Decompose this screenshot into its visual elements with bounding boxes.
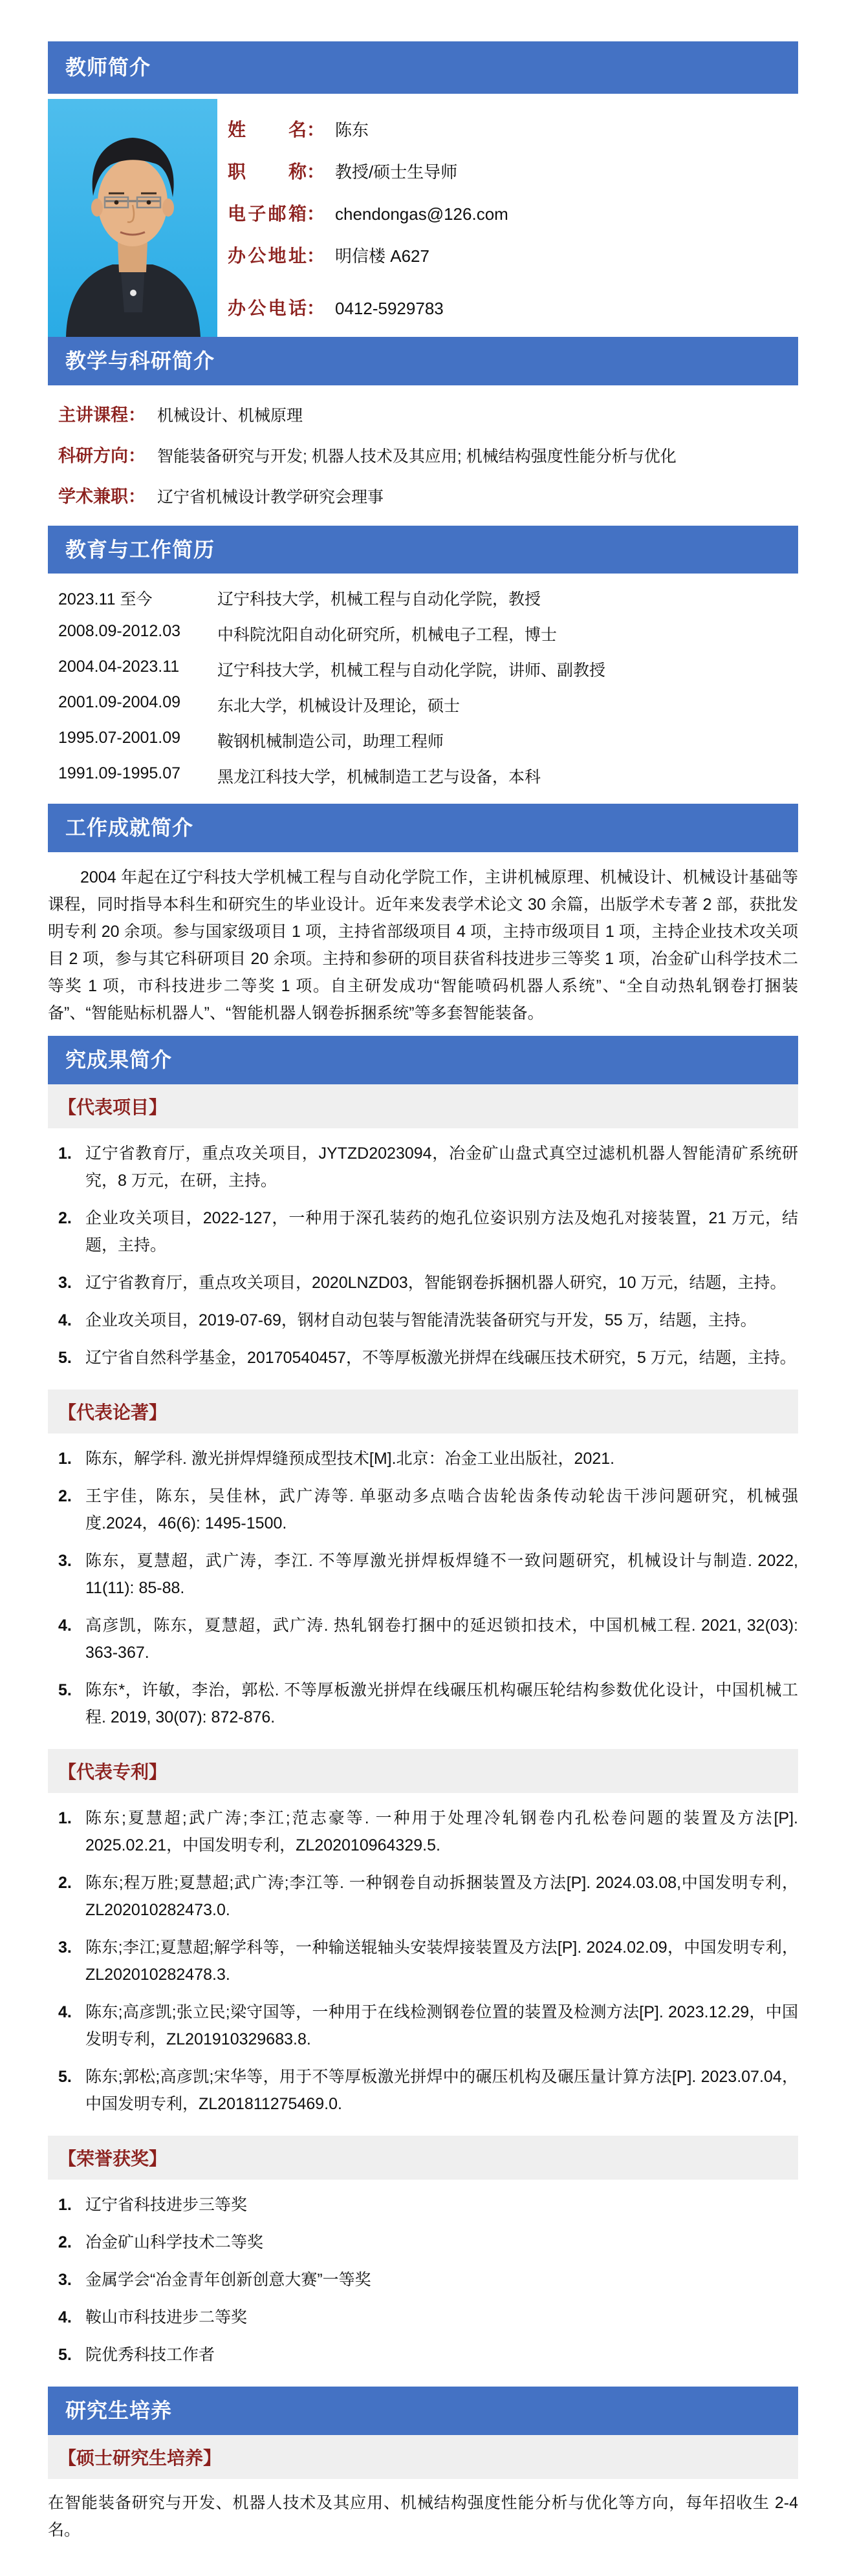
list-item — [48, 1805, 798, 1859]
field-phone — [228, 294, 798, 320]
timeline-period: 2023.11 至今 — [58, 590, 153, 609]
subsection-projects-heading: 【代表项目】 — [48, 1084, 798, 1128]
list-item-number: 1. — [58, 2195, 72, 2214]
list-item-text: 高彦凯，陈东，夏慧超，武广涛. 热轧钢卷打捆中的延迟锁扣技术，中国机械工程. 2021, 32(03): 363-367. — [85, 1616, 798, 1662]
list-item-number: 5. — [58, 2345, 72, 2364]
timeline-row — [48, 693, 798, 716]
list-item — [48, 2063, 798, 2118]
list-item-text: 辽宁省科技进步三等奖 — [85, 2195, 248, 2214]
row-courses — [48, 401, 798, 426]
timeline-detail: 辽宁科技大学，机械工程与自动化学院，教授 — [217, 590, 541, 609]
list-item — [48, 1140, 798, 1194]
list-item — [48, 1677, 798, 1731]
list-item-number: 5. — [58, 1348, 72, 1367]
list-item-number: 2. — [58, 1873, 72, 1892]
list-item-text: 金属学会“冶金青年创新创意大赛”一等奖 — [85, 2270, 371, 2289]
list-item — [48, 2266, 798, 2293]
list-item-text: 鞍山市科技进步二等奖 — [85, 2308, 248, 2326]
row-courses-value: 机械设计、机械原理 — [157, 406, 303, 425]
list-item — [48, 1547, 798, 1602]
row-research-direction-label — [58, 442, 146, 467]
timeline-row — [48, 622, 798, 645]
list-item-number: 1. — [58, 1144, 72, 1163]
list-item — [48, 2191, 798, 2218]
list-item-text: 陈东，解学科. 激光拼焊焊缝预成型技术[M].北京：冶金工业出版社，2021. — [85, 1449, 615, 1468]
section-header-graduate-training: 研究生培养 — [48, 2387, 798, 2435]
row-academic-posts-colon: ： — [128, 486, 146, 506]
subsection-publications-heading: 【代表论著】 — [48, 1390, 798, 1433]
field-name-colon: ： — [307, 119, 325, 140]
list-item-number: 4. — [58, 2002, 72, 2021]
field-office-label: 办公地址 — [228, 245, 307, 266]
list-item — [48, 1344, 798, 1371]
list-item-number: 2. — [58, 1487, 72, 1505]
list-item-number: 2. — [58, 2233, 72, 2251]
profile-fields — [217, 99, 798, 337]
row-academic-posts-label-text: 学术兼职 — [58, 486, 128, 506]
field-title — [228, 158, 798, 184]
list-item-number: 5. — [58, 2067, 72, 2086]
timeline-period: 1995.07-2001.09 — [58, 729, 181, 747]
work-achievements-paragraph: 2004 年起在辽宁科技大学机械工程与自动化学院工作，主讲机械原理、机械设计、机械设计基础等课程，同时指导本科生和研究生的毕业设计。近年来发表学术论文 30 余篇，出版学术专著 2 部，获批发明专利 20 余项。参与国家级项目 1 项，主持省部级项目 4 项，主持市级项目 1 项，主持企业技术攻关项目 2 项，参与其它科研项目 20 余项。主持和参研的项目获省科技进步三等奖 1 项，冶金矿山科学技术二等奖 1 项，市科技进步二等奖 1 项。自主研发成功“智能喷码机器人系统”、“全自动热轧钢卷打捆装备”、“智能贴标机器人”、“智能机器人钢卷拆捆系统”等多套智能装备。 — [48, 868, 798, 1023]
section-header-education-history: 教育与工作简历 — [48, 526, 798, 574]
list-item-number: 2. — [58, 1208, 72, 1227]
list-item-text: 冶金矿山科学技术二等奖 — [85, 2233, 264, 2251]
list-item-text: 陈东*，许敏，李治，郭松. 不等厚板激光拼焊在线碾压机构碾压轮结构参数优化设计，中国机械工程. 2019, 30(07): 872-876. — [85, 1680, 798, 1726]
list-item-text: 陈东;郭松;高彦凯;宋华等，用于不等厚板激光拼焊中的碾压机构及碾压量计算方法[P]. 2023.07.04，中国发明专利，ZL201811275469.0. — [85, 2067, 798, 2113]
field-email — [228, 200, 798, 226]
list-item-text: 陈东，夏慧超，武广涛，李江. 不等厚激光拼焊板焊缝不一致问题研究，机械设计与制造. 2022, 11(11): 85-88. — [85, 1551, 798, 1597]
honors-list — [48, 2180, 798, 2387]
projects-list — [48, 1128, 798, 1390]
field-email-label: 电子邮箱 — [228, 203, 307, 224]
timeline-detail: 东北大学，机械设计及理论，硕士 — [217, 697, 461, 716]
row-academic-posts-value: 辽宁省机械设计教学研究会理事 — [157, 488, 384, 506]
list-item-number: 3. — [58, 1938, 72, 1957]
field-title-value: 教授/硕士生导师 — [335, 162, 458, 182]
field-title-label: 职称 — [228, 161, 307, 182]
timeline-row — [48, 658, 798, 681]
timeline-row — [48, 729, 798, 752]
education-timeline — [48, 574, 798, 804]
subsection-patents-heading: 【代表专利】 — [48, 1749, 798, 1793]
list-item-text: 陈东;高彦凯;张立民;梁守国等，一种用于在线检测钢卷位置的装置及检测方法[P]. 2023.12.29，中国发明专利，ZL201910329683.8. — [85, 2002, 798, 2048]
section-header-teacher-intro: 教师简介 — [48, 41, 798, 94]
subsection-honors-heading: 【荣誉获奖】 — [48, 2136, 798, 2180]
field-phone-label: 办公电话 — [228, 297, 307, 318]
field-title-colon: ： — [307, 161, 325, 182]
list-item-number: 3. — [58, 2270, 72, 2289]
list-item-number: 3. — [58, 1551, 72, 1570]
list-item-number: 1. — [58, 1449, 72, 1468]
row-research-direction-value: 智能装备研究与开发; 机器人技术及其应用; 机械结构强度性能分析与优化 — [157, 447, 677, 466]
list-item-text: 院优秀科技工作者 — [85, 2345, 215, 2364]
row-academic-posts-label — [58, 482, 146, 508]
list-item-text: 陈东;李江;夏慧超;解学科等，一种输送辊轴头安装焊接装置及方法[P]. 2024.02.09，中国发明专利，ZL202010282478.3. — [85, 1938, 798, 1984]
timeline-row — [48, 764, 798, 788]
list-item-text: 企业攻关项目，2022-127，一种用于深孔装药的炮孔位姿识别方法及炮孔对接装置，21 万元，结题，主持。 — [85, 1208, 798, 1254]
subsection-masters-training-heading: 【硕士研究生培养】 — [48, 2435, 798, 2479]
profile-block — [48, 99, 798, 337]
field-phone-colon: ： — [307, 297, 325, 318]
row-courses-label — [58, 401, 146, 426]
list-item-number: 1. — [58, 1809, 72, 1827]
timeline-detail: 鞍钢机械制造公司，助理工程师 — [217, 733, 444, 751]
list-item — [48, 1612, 798, 1666]
publications-list — [48, 1433, 798, 1749]
section-header-research-outcomes: 究成果简介 — [48, 1036, 798, 1084]
list-item — [48, 2341, 798, 2368]
list-item — [48, 1269, 798, 1296]
section-header-teaching-research: 教学与科研简介 — [48, 337, 798, 385]
list-item — [48, 1483, 798, 1537]
field-name-value: 陈东 — [335, 120, 369, 140]
graduate-training-text: 在智能装备研究与开发、机器人技术及其应用、机械结构强度性能分析与优化等方向，每年招收生 2-4 名。 — [48, 2493, 798, 2539]
list-item-text: 辽宁省教育厅，重点攻关项目，2020LNZD03，智能钢卷拆捆机器人研究，10 万元，结题，主持。 — [85, 1273, 786, 1292]
row-courses-colon: ： — [128, 405, 146, 425]
list-item — [48, 2229, 798, 2256]
list-item-text: 王宇佳，陈东，吴佳林，武广涛等. 单驱动多点啮合齿轮齿条传动轮齿干涉问题研究，机械强度.2024，46(6): 1495-1500. — [85, 1487, 798, 1532]
field-office — [228, 242, 798, 268]
list-item-text: 辽宁省自然科学基金，20170540457，不等厚板激光拼焊在线碾压技术研究，5 万元，结题，主持。 — [85, 1348, 796, 1367]
list-item-number: 4. — [58, 1616, 72, 1635]
list-item — [48, 1869, 798, 1924]
timeline-detail: 黑龙江科技大学，机械制造工艺与设备，本科 — [217, 768, 541, 787]
field-phone-value: 0412-5929783 — [335, 298, 444, 318]
teacher-photo — [48, 99, 217, 337]
row-academic-posts — [48, 482, 798, 508]
list-item — [48, 2304, 798, 2331]
timeline-period: 2008.09-2012.03 — [58, 622, 181, 641]
list-item-number: 5. — [58, 1680, 72, 1699]
list-item-number: 4. — [58, 1311, 72, 1329]
list-item — [48, 1307, 798, 1334]
row-research-direction — [48, 442, 798, 467]
field-office-colon: ： — [307, 245, 325, 266]
teaching-research-block — [48, 385, 798, 526]
timeline-period: 1991.09-1995.07 — [58, 764, 181, 783]
field-email-value: chendongas@126.com — [335, 204, 508, 224]
list-item-text: 陈东;程万胜;夏慧超;武广涛;李江等. 一种钢卷自动拆捆装置及方法[P]. 2024.03.08,中国发明专利，ZL202010282473.0. — [85, 1873, 798, 1919]
field-name-label: 姓名 — [228, 119, 307, 140]
row-research-direction-colon: ： — [128, 445, 146, 466]
list-item-number: 3. — [58, 1273, 72, 1292]
list-item-text: 辽宁省教育厅，重点攻关项目，JYTZD2023094，冶金矿山盘式真空过滤机机器人智能清矿系统研究，8 万元，在研，主持。 — [85, 1144, 798, 1190]
row-research-direction-label-text: 科研方向 — [58, 445, 128, 466]
field-office-value: 明信楼 A627 — [335, 246, 429, 266]
timeline-period: 2001.09-2004.09 — [58, 693, 181, 712]
list-item — [48, 1205, 798, 1259]
timeline-detail: 辽宁科技大学，机械工程与自动化学院，讲师、副教授 — [217, 661, 606, 680]
patents-list — [48, 1793, 798, 2136]
timeline-period: 2004.04-2023.11 — [58, 658, 180, 676]
row-courses-label-text: 主讲课程 — [58, 405, 128, 425]
list-item — [48, 1934, 798, 1988]
section-header-work-achievements: 工作成就简介 — [48, 804, 798, 852]
field-email-colon: ： — [307, 203, 325, 224]
list-item — [48, 1999, 798, 2053]
list-item-number: 4. — [58, 2308, 72, 2326]
field-name — [228, 116, 798, 142]
list-item-text: 陈东;夏慧超;武广涛;李江;范志豪等. 一种用于处理冷轧钢卷内孔松卷问题的装置及方法[P]. 2025.02.21，中国发明专利，ZL202010964329.5. — [85, 1809, 798, 1854]
list-item-text: 企业攻关项目，2019-07-69，钢材自动包装与智能清洗装备研究与开发，55 万，结题，主持。 — [85, 1311, 757, 1329]
list-item — [48, 1445, 798, 1472]
timeline-detail: 中科院沈阳自动化研究所，机械电子工程，博士 — [217, 626, 558, 645]
timeline-row — [48, 586, 798, 610]
